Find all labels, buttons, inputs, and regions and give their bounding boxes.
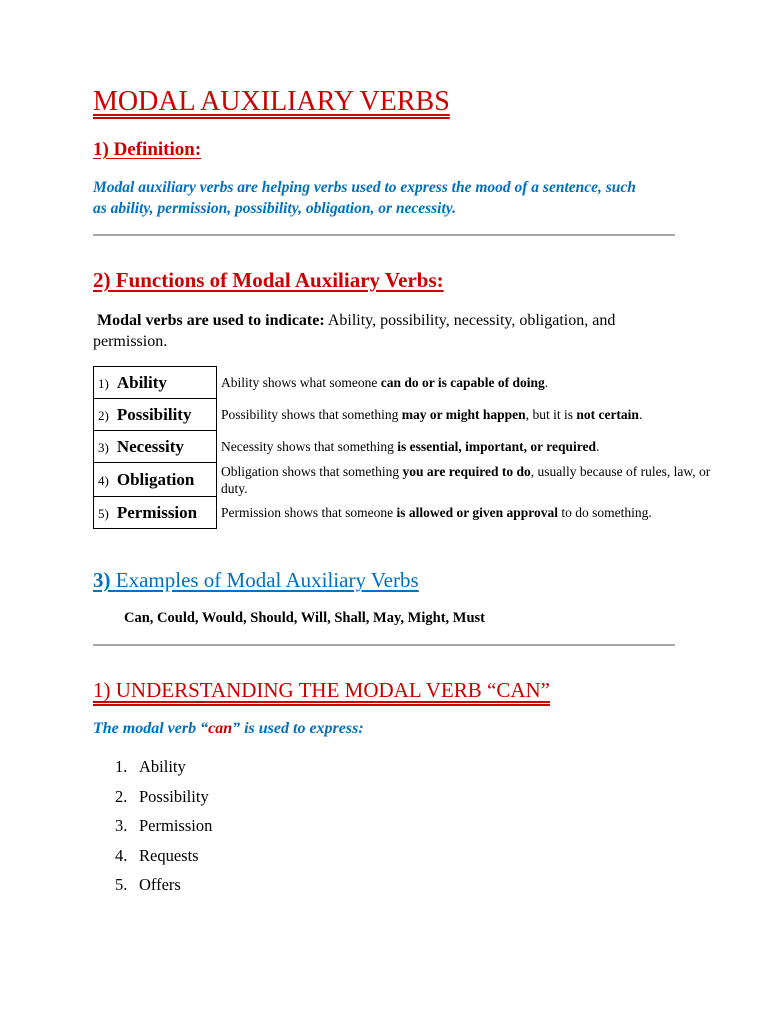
- desc-bold: is essential, important, or required: [397, 439, 596, 454]
- list-item: [115, 846, 212, 876]
- function-name-cell: [94, 431, 217, 463]
- definition-text: Modal auxiliary verbs are helping verbs used to express the mood of a sentence, such as ability, permission, possibility, obligation, or necessity.: [93, 179, 636, 217]
- can-heading: 1) UNDERSTANDING THE MODAL VERB “CAN”: [93, 678, 550, 702]
- row-number: 2): [98, 407, 109, 423]
- functions-intro: [93, 310, 693, 352]
- desc-text: Possibility shows that something: [221, 407, 402, 422]
- list-label: Possibility: [139, 786, 209, 806]
- desc-bold: can do or is capable of doing: [380, 375, 545, 390]
- list-item: [115, 787, 212, 817]
- row-number: 3): [98, 439, 109, 455]
- definition-heading-text: Definition:: [113, 139, 202, 160]
- list-number: 4.: [115, 845, 128, 865]
- list-number: 2.: [115, 786, 128, 806]
- list-number: 1.: [115, 757, 128, 776]
- functions-intro-rest: Ability, possibility, necessity, obligation, and permission.: [93, 312, 616, 350]
- function-name: Possibility: [116, 404, 192, 424]
- can-subheading: [93, 720, 364, 738]
- page-title: MODAL AUXILIARY VERBS: [93, 86, 450, 117]
- can-uses-list: [115, 757, 212, 905]
- examples-heading-num: 3): [93, 568, 111, 592]
- function-description: [217, 497, 722, 529]
- desc-bold: not certain: [576, 407, 639, 422]
- functions-table: [93, 366, 722, 529]
- table-row: [94, 399, 722, 431]
- can-sub-pre: The modal verb “: [93, 720, 209, 737]
- functions-heading-text: Functions of Modal Auxiliary Verbs:: [115, 268, 444, 292]
- table-row: [94, 497, 722, 529]
- examples-list: Can, Could, Would, Should, Will, Shall, May, Might, Must: [124, 610, 486, 626]
- list-label: Offers: [139, 875, 181, 894]
- desc-text: , but it is: [525, 407, 577, 422]
- divider: [93, 644, 675, 646]
- functions-heading: [93, 268, 444, 293]
- can-sub-word: can: [208, 720, 233, 737]
- can-sub-post: ” is used to express:: [232, 720, 364, 737]
- list-label: Permission: [139, 816, 213, 835]
- list-label: Ability: [139, 757, 186, 776]
- row-number: 4): [98, 472, 109, 488]
- function-description: [217, 463, 722, 497]
- desc-bold: is allowed or given approval: [396, 505, 559, 520]
- desc-text: , usually because of rules, law, or duty.: [221, 463, 711, 496]
- desc-text: to do something.: [558, 505, 652, 520]
- row-number: 5): [98, 505, 109, 521]
- function-name-cell: [94, 463, 217, 497]
- function-name-cell: [94, 497, 217, 529]
- desc-text: Ability shows what someone: [221, 375, 381, 390]
- table-row: [94, 367, 722, 399]
- function-name-cell: [94, 367, 217, 399]
- function-name: Necessity: [116, 436, 184, 456]
- function-description: [217, 431, 722, 463]
- definition-heading: [93, 139, 201, 161]
- list-item: [115, 757, 212, 787]
- desc-text: Obligation shows that something: [221, 463, 403, 479]
- list-item: [115, 875, 212, 905]
- examples-heading-text: Examples of Modal Auxiliary Verbs: [115, 568, 419, 592]
- divider: [93, 234, 675, 236]
- desc-text: .: [544, 375, 549, 390]
- row-number: 1): [98, 375, 109, 391]
- desc-text: Permission shows that someone: [221, 505, 397, 520]
- desc-bold: may or might happen: [401, 407, 526, 422]
- list-number: 5.: [115, 875, 128, 894]
- functions-heading-num: 2): [93, 268, 111, 292]
- desc-bold: you are required to do: [402, 463, 531, 479]
- desc-text: Necessity shows that something: [221, 439, 398, 454]
- desc-text: .: [595, 439, 600, 454]
- definition-heading-num: 1): [93, 139, 109, 160]
- function-description: [217, 399, 722, 431]
- function-name: Obligation: [116, 469, 195, 489]
- table-row: [94, 463, 722, 497]
- list-item: [115, 816, 212, 846]
- list-label: Requests: [139, 845, 199, 865]
- function-description: [217, 367, 722, 399]
- examples-heading: [93, 568, 419, 593]
- function-name: Ability: [116, 372, 167, 392]
- desc-text: .: [638, 407, 643, 422]
- function-name-cell: [94, 399, 217, 431]
- function-name: Permission: [116, 502, 198, 522]
- functions-intro-bold: Modal verbs are used to indicate:: [97, 312, 325, 329]
- table-row: [94, 431, 722, 463]
- list-number: 3.: [115, 816, 128, 835]
